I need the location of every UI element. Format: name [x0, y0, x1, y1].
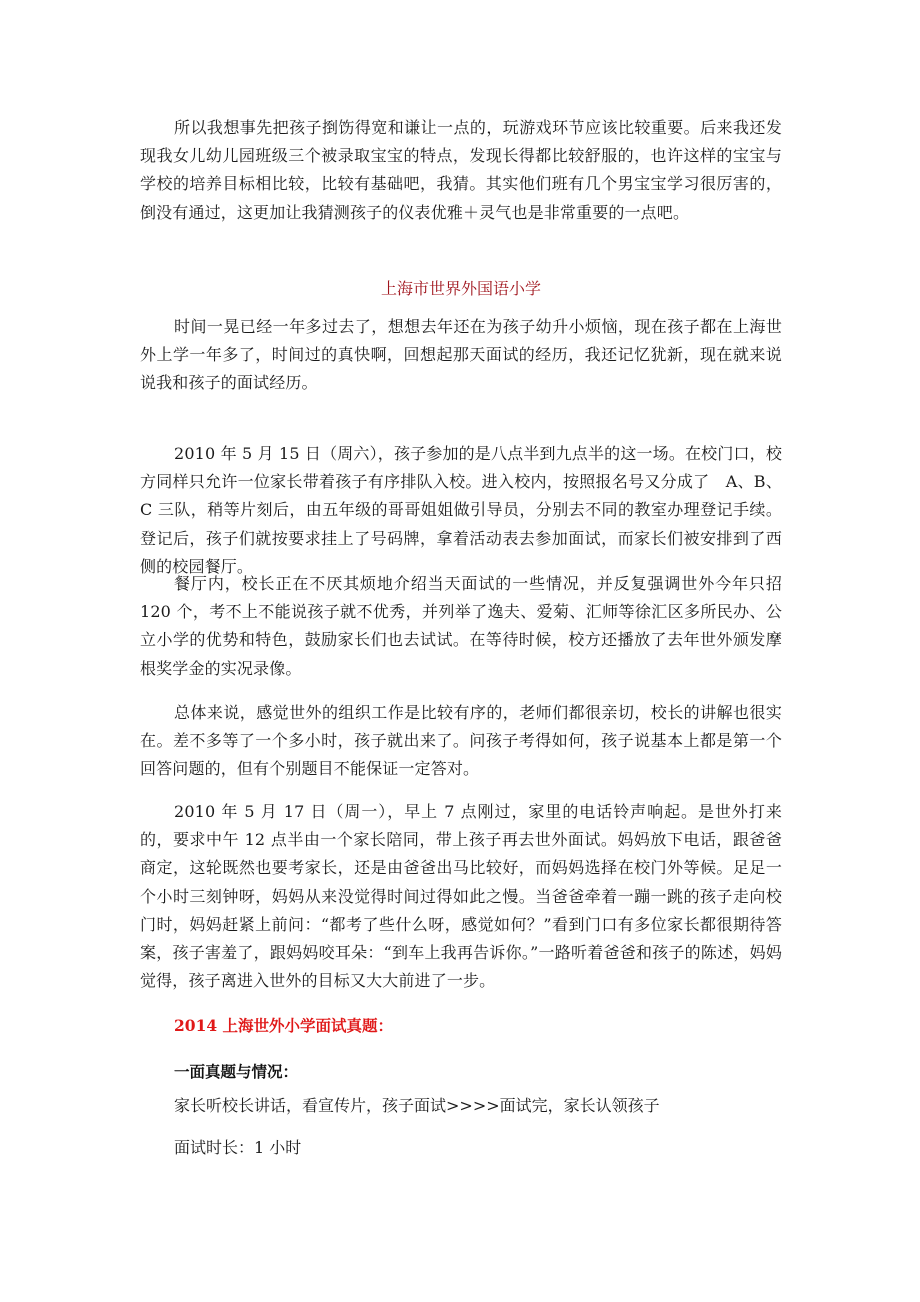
intro-paragraph: 所以我想事先把孩子捯饬得宽和谦让一点的，玩游戏环节应该比较重要。后来我还发现我女儿幼儿园班级三个被录取宝宝的特点，发现长得都比较舒服的，也许这样的宝宝与学校的培养目标相比较，比较有基础吧，我猜。其实他们班有几个男宝宝学习很厉害的，倒没有通过，这更加让我猜测孩子的仪表优雅＋灵气也是非常重要的一点吧。	[140, 118, 782, 222]
duration-line: 面试时长：1 小时	[174, 1138, 302, 1157]
process-line: 家长听校长讲话，看宣传片，孩子面试>>>>面试完，家长认领孩子	[174, 1096, 660, 1115]
interview-questions-heading: 2014 上海世外小学面试真题：	[174, 1016, 394, 1035]
paragraph-5: 2010 年 5 月 17 日（周一），早上 7 点刚过，家里的电话铃声响起。是世外打来的，要求中午 12 点半由一个家长陪同，带上孩子再去世外面试。妈妈放下电话，跟爸爸商定，这轮既然也要考家长，还是由爸爸出马比较好，而妈妈选择在校门外等候。足足一个小时三刻钟呀，妈妈从来没觉得时间过得如此之慢。当爸爸牵着一蹦一跳的孩子走向校门时，妈妈赶紧上前问：“都考了些什么呀，感觉如何？”看到门口有多位家长都很期待答案，孩子害羞了，跟妈妈咬耳朵：“到车上我再告诉你。”一路听着爸爸和孩子的陈述，妈妈觉得，孩子离进入世外的目标又大大前进了一步。	[140, 802, 782, 991]
paragraph-3: 餐厅内，校长正在不厌其烦地介绍当天面试的一些情况，并反复强调世外今年只招 120 个，考不上不能说孩子就不优秀，并列举了逸夫、爱菊、汇师等徐汇区多所民办、公立小学的优势和特色，鼓励家长们也去试试。在等待时候，校方还播放了去年世外颁发摩根奖学金的实况录像。	[140, 574, 782, 678]
paragraph-2: 2010 年 5 月 15 日（周六），孩子参加的是八点半到九点半的这一场。在校门口，校方同样只允许一位家长带着孩子有序排队入校。进入校内，按照报名号又分成了 A、B、C 三队，稍等片刻后，由五年级的哥哥姐姐做引导员，分别去不同的教室办理登记手续。登记后，孩子们就按要求挂上了号码牌，拿着活动表去参加面试，而家长们被安排到了西侧的校园餐厅。	[140, 444, 782, 576]
section-title: 上海市世界外国语小学	[380, 279, 541, 298]
paragraph-1: 时间一晃已经一年多过去了，想想去年还在为孩子幼升小烦恼，现在孩子都在上海世外上学一年多了，时间过的真快啊，回想起那天面试的经历，我还记忆犹新，现在就来说说我和孩子的面试经历。	[140, 317, 782, 393]
first-interview-heading: 一面真题与情况：	[174, 1062, 299, 1081]
paragraph-4: 总体来说，感觉世外的组织工作是比较有序的，老师们都很亲切，校长的讲解也很实在。差不多等了一个多小时，孩子就出来了。问孩子考得如何，孩子说基本上都是第一个回答问题的，但有个别题目不能保证一定答对。	[140, 703, 782, 779]
